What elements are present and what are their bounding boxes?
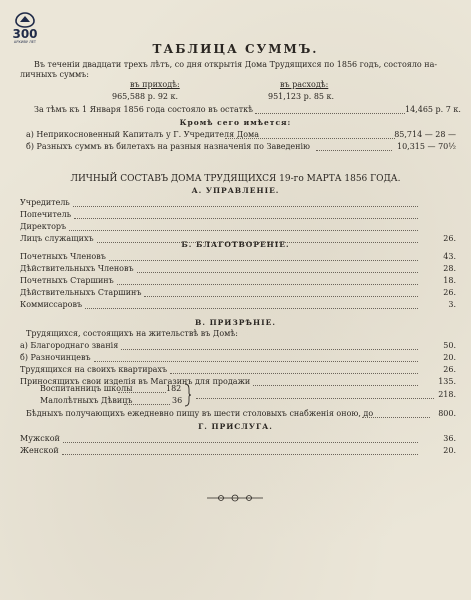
row-value: 26. [443, 234, 456, 243]
row-label: Почетныхъ Старшинъ [20, 276, 114, 285]
item-a-leader [225, 137, 395, 139]
section-v-intro: Трудящихся, состоящихъ на жительствѣ въ Домѣ: [26, 329, 238, 338]
poor-value: 800. [438, 409, 456, 418]
row-value: 20. [443, 446, 456, 455]
row-value: 36. [443, 434, 456, 443]
item-b-value: 10,315 — 70½ [396, 142, 456, 151]
besides-heading: Кромѣ сего имѣется: [179, 118, 292, 127]
minor-label: Малолѣтныхъ Дѣвицъ [40, 396, 133, 405]
row-label: Учредитель [20, 198, 70, 207]
row-label: Попечитель [20, 210, 72, 219]
school-label: Воспитанницъ школы [40, 384, 133, 393]
row-value: 43. [443, 252, 456, 261]
remainder-value: 14,465 р. 7 к. [405, 105, 461, 114]
row-label: Директоръ [20, 222, 67, 231]
row-leader [85, 307, 418, 309]
row-label: Женской [20, 446, 59, 455]
row-leader [109, 259, 418, 261]
row-leader [137, 271, 418, 273]
section-g-heading: Г. ПРИСЛУГА. [198, 422, 273, 431]
row-value: 28. [443, 264, 456, 273]
row-value: 50. [443, 341, 456, 350]
section-v-heading: В. ПРИЗРѢНІЕ. [195, 318, 276, 327]
row-label: Лицъ служащихъ [20, 234, 94, 243]
row-leader [170, 372, 418, 374]
staff-title: ЛИЧНЫЙ СОСТАВЪ ДОМА ТРУДЯЩИХСЯ 19-го МАРТА 1856 ГОДА. [70, 174, 401, 184]
item-a-value: 85,714 — 28 — [394, 130, 456, 139]
school-total-leader [196, 397, 434, 399]
row-label: Приносящихъ свои изделія въ Магазинъ для продажи [20, 377, 251, 386]
section-b-heading: Б. БЛАГОТВОРЕНІЕ. [181, 240, 290, 249]
intro-line-1: Въ теченіи двадцати трехъ лѣтъ, со дня открытія Дома Трудящихся по 1856 годъ, состояло на- [34, 60, 438, 69]
row-label: б) Разночинцевъ [20, 353, 91, 362]
crown-icon [14, 12, 36, 28]
row-value: 26. [443, 365, 456, 374]
intro-line-2: личныхъ суммъ: [20, 70, 89, 79]
row-leader [74, 217, 418, 219]
expense-label: въ расходѣ: [280, 80, 329, 89]
brace-icon [184, 383, 192, 407]
row-label: Мужской [20, 434, 60, 443]
school-value: 182 [166, 384, 182, 393]
row-value: 26. [443, 288, 456, 297]
logo-number: 300 [12, 27, 38, 41]
item-b-label: б) Разныхъ суммъ въ билетахъ на разныя назначенія по Заведенію [26, 142, 311, 151]
row-label: а) Благороднаго званія [20, 341, 119, 350]
row-leader [144, 295, 418, 297]
row-value: 20. [443, 353, 456, 362]
school-leader [118, 391, 166, 393]
row-label: Почетныхъ Членовъ [20, 252, 106, 261]
row-label: Трудящихся на своихъ квартирахъ [20, 365, 168, 374]
row-value: 3. [448, 300, 456, 309]
row-value: 18. [443, 276, 456, 285]
income-value: 965,588 р. 92 к. [112, 92, 179, 101]
ornament-divider-icon [207, 493, 263, 503]
row-label: Дѣйствительныхъ Членовъ [20, 264, 134, 273]
row-leader [69, 229, 418, 231]
row-leader [253, 384, 418, 386]
row-leader [121, 348, 418, 350]
section-a-heading: А. УПРАВЛЕНІЕ. [191, 186, 280, 195]
remainder-text: За тѣмъ къ 1 Января 1856 года состояло въ остаткѣ [34, 105, 253, 114]
poor-label: Бѣдныхъ получающихъ ежедневно пищу въ шести столовыхъ снабженія оною, до [26, 409, 374, 418]
row-leader [63, 441, 418, 443]
expense-value: 951,123 р. 85 к. [268, 92, 335, 101]
school-total: 218. [438, 390, 456, 399]
row-leader [117, 283, 418, 285]
row-label: Коммиссаровъ [20, 300, 83, 309]
row-label: Дѣйствительныхъ Старшинъ [20, 288, 142, 297]
row-leader [94, 360, 418, 362]
logo-caption: АРХИВУ ЛЕТ [13, 40, 37, 44]
row-value: 135. [438, 377, 456, 386]
sum-table-title: ТАБЛИЦА СУММЪ. [152, 42, 319, 56]
row-leader [62, 453, 418, 455]
minor-leader [124, 403, 170, 405]
minor-value: 36 [172, 396, 183, 405]
income-label: въ приходѣ: [130, 80, 180, 89]
row-leader [73, 205, 418, 207]
item-b-leader [316, 149, 392, 151]
item-a-label: а) Неприкосновенный Капиталъ у Г. Учредителя Дома [26, 130, 260, 139]
remainder-leader [255, 112, 405, 114]
